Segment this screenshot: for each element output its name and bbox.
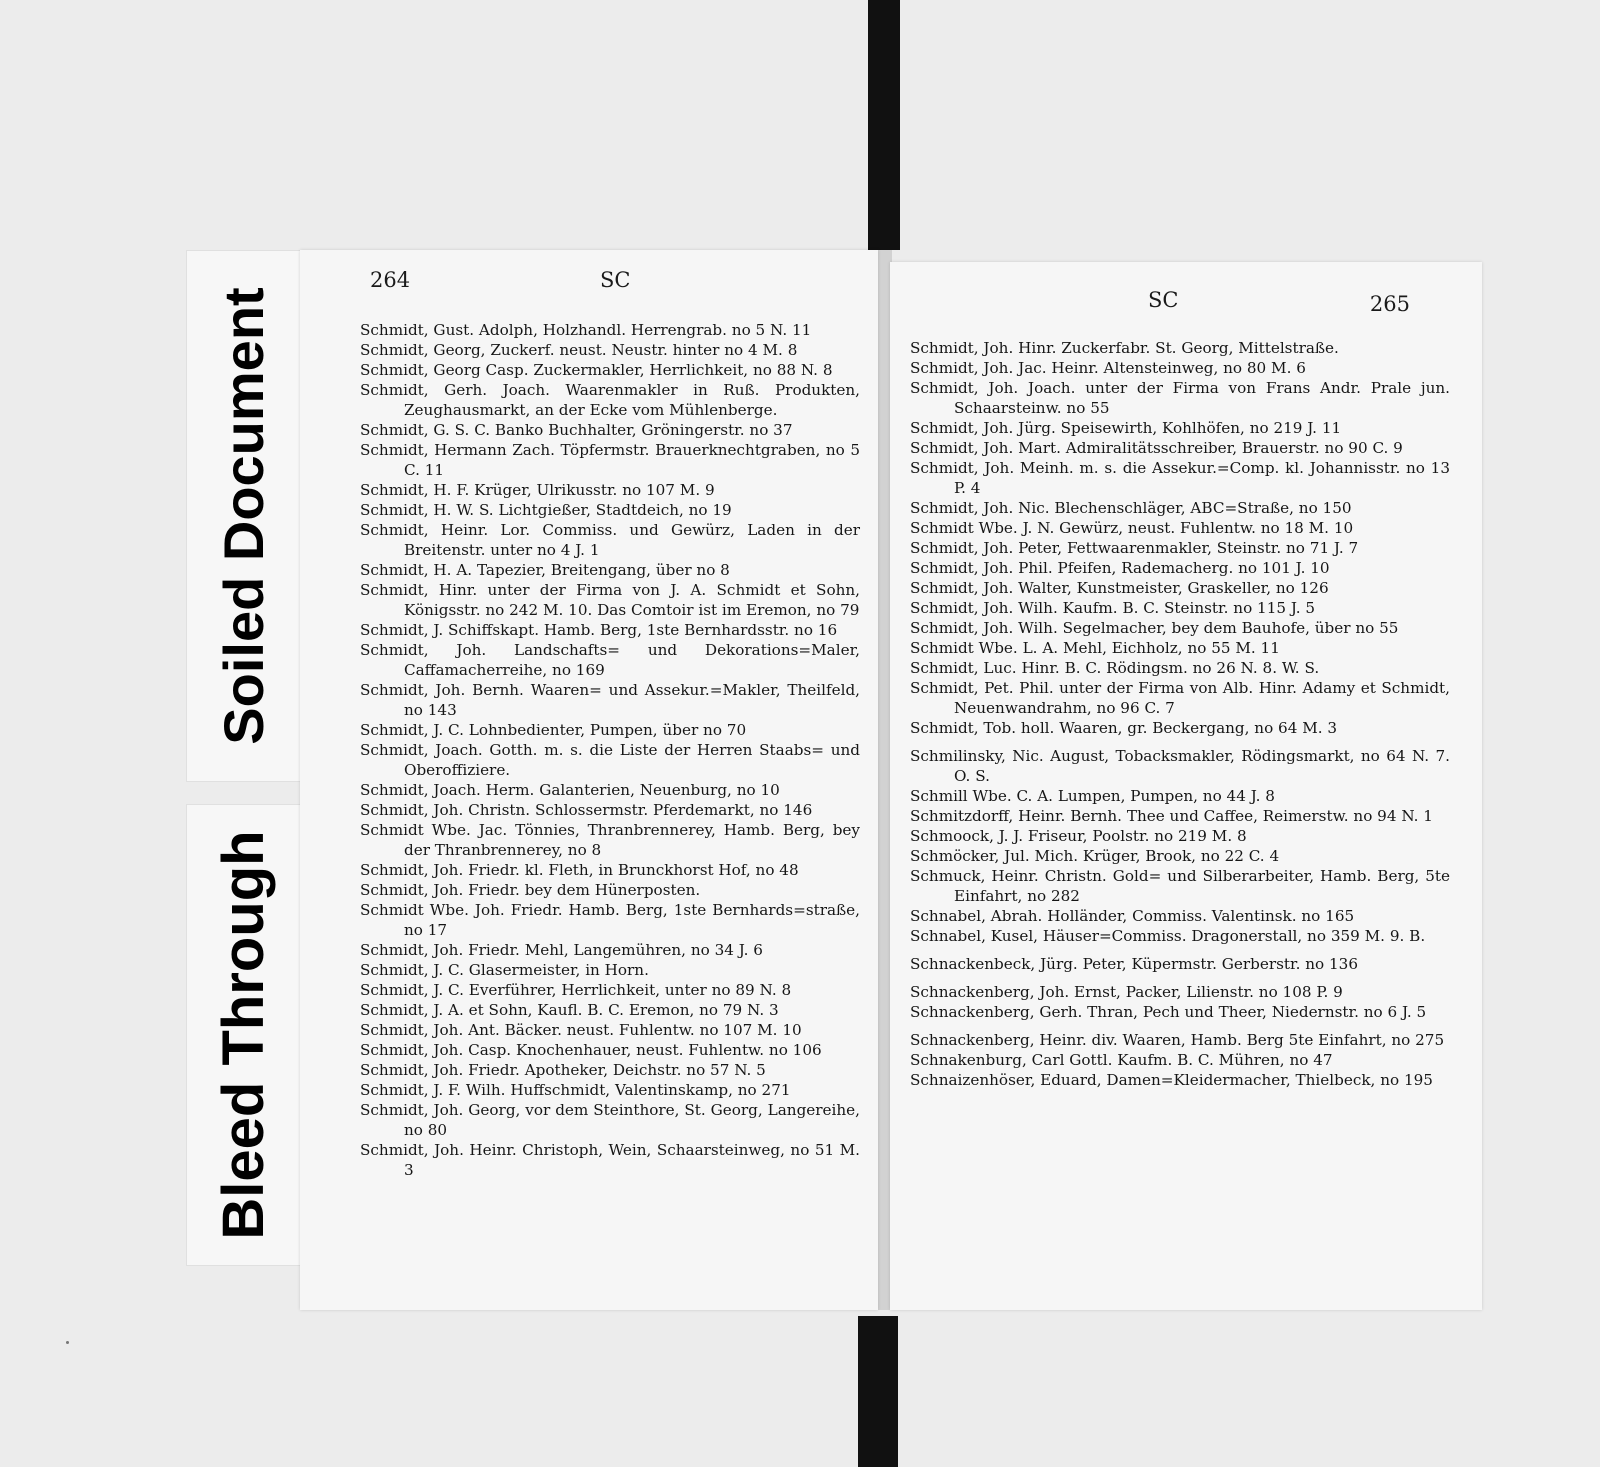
section-header-left: SC: [600, 268, 631, 292]
directory-entry: Schmidt, Joh. Georg, vor dem Steinthore, St. Georg, Langereihe, no 80: [360, 1101, 860, 1139]
directory-entry: Schmidt, Joh. Friedr. bey dem Hünerposten.: [360, 881, 701, 899]
directory-entry: Schmidt, Joh. Hinr. Zuckerfabr. St. Georg, Mittelstraße.: [910, 339, 1339, 357]
directory-entry: Schmidt, Joh. Jac. Heinr. Altensteinweg, no 80 M. 6: [910, 359, 1306, 377]
directory-entry: Schmidt, Joh. Ant. Bäcker. neust. Fuhlentw. no 107 M. 10: [360, 1021, 802, 1039]
directory-entry: Schmidt, H. W. S. Lichtgießer, Stadtdeich, no 19: [360, 501, 732, 519]
directory-entry: Schmidt, Joh. Bernh. Waaren= und Assekur.=Makler, Theilfeld, no 143: [360, 681, 860, 719]
page-number-right: 265: [1369, 292, 1410, 316]
directory-entry: Schmidt, Georg, Zuckerf. neust. Neustr. hinter no 4 M. 8: [360, 341, 798, 359]
section-header-right: SC: [1148, 288, 1179, 312]
directory-entry: Schnackenbeck, Jürg. Peter, Küpermstr. Gerberstr. no 136: [910, 955, 1358, 973]
directory-entry: Schnabel, Kusel, Häuser=Commiss. Dragonerstall, no 359 M. 9. B.: [910, 927, 1426, 945]
directory-entry: Schmidt, Joh. Phil. Pfeifen, Rademacherg. no 101 J. 10: [910, 559, 1330, 577]
directory-entry: Schmidt Wbe. J. N. Gewürz, neust. Fuhlentw. no 18 M. 10: [910, 519, 1354, 537]
directory-entry: Schmidt, Joh. Wilh. Segelmacher, bey dem Bauhofe, über no 55: [910, 619, 1399, 637]
directory-entry: Schmidt, Joach. Gotth. m. s. die Liste der Herren Staabs= und Oberoffiziere.: [360, 741, 860, 779]
directory-entry: Schmuck, Heinr. Christn. Gold= und Silberarbeiter, Hamb. Berg, 5te Einfahrt, no 282: [910, 867, 1450, 905]
directory-entry: Schmidt, J. C. Everführer, Herrlichkeit, unter no 89 N. 8: [360, 981, 792, 999]
directory-entry: Schnackenberg, Heinr. div. Waaren, Hamb. Berg 5te Einfahrt, no 275: [910, 1031, 1445, 1049]
directory-entry: Schmidt, J. C. Glasermeister, in Horn.: [360, 961, 649, 979]
directory-entry: Schnaizenhöser, Eduard, Damen=Kleidermacher, Thielbeck, no 195: [910, 1071, 1433, 1089]
directory-entries-right: [910, 338, 1450, 1090]
directory-entry: Schmidt, Hinr. unter der Firma von J. A. Schmidt et Sohn, Königsstr. no 242 M. 10. Das Comtoir ist im Eremon, no 79: [360, 581, 860, 619]
soiled-document-text: Soiled Document: [212, 287, 275, 745]
directory-entry: Schmidt, Georg Casp. Zuckermakler, Herrlichkeit, no 88 N. 8: [360, 361, 833, 379]
directory-entry: Schmidt, Joh. Landschafts= und Dekorations=Maler, Caffamacherreihe, no 169: [360, 641, 860, 679]
directory-entry: Schmidt Wbe. Jac. Tönnies, Thranbrennerey, Hamb. Berg, bey der Thranbrennerey, no 8: [360, 821, 860, 859]
directory-entry: Schmidt, Joach. Herm. Galanterien, Neuenburg, no 10: [360, 781, 780, 799]
directory-entry: Schmidt, H. F. Krüger, Ulrikusstr. no 107 M. 9: [360, 481, 715, 499]
directory-entry: Schmidt, Tob. holl. Waaren, gr. Beckergang, no 64 M. 3: [910, 719, 1338, 737]
directory-entry: Schmidt, Joh. Friedr. Mehl, Langemühren, no 34 J. 6: [360, 941, 763, 959]
page-number-left: 264: [370, 268, 411, 292]
directory-entry: Schnackenberg, Joh. Ernst, Packer, Lilienstr. no 108 P. 9: [910, 983, 1343, 1001]
directory-entry: Schmoock, J. J. Friseur, Poolstr. no 219 M. 8: [910, 827, 1247, 845]
directory-entry: Schmidt Wbe. Joh. Friedr. Hamb. Berg, 1ste Bernhards=straße, no 17: [360, 901, 860, 939]
directory-entry: Schmidt, Gerh. Joach. Waarenmakler in Ruß. Produkten, Zeughausmarkt, an der Ecke vom Mühlenberge.: [360, 381, 860, 419]
directory-entry: Schmidt, Joh. Meinh. m. s. die Assekur.=Comp. kl. Johannisstr. no 13 P. 4: [910, 459, 1450, 497]
directory-entry: Schmidt, Hermann Zach. Töpfermstr. Brauerknechtgraben, no 5 C. 11: [360, 441, 860, 479]
directory-entry: Schmilinsky, Nic. August, Tobacksmakler, Rödingsmarkt, no 64 N. 7. O. S.: [910, 747, 1450, 785]
directory-entry: Schmidt, J. F. Wilh. Huffschmidt, Valentinskamp, no 271: [360, 1081, 791, 1099]
directory-entry: Schmill Wbe. C. A. Lumpen, Pumpen, no 44 J. 8: [910, 787, 1275, 805]
directory-entry: Schmidt, Joh. Wilh. Kaufm. B. C. Steinstr. no 115 J. 5: [910, 599, 1316, 617]
directory-entry: Schmidt, Joh. Jürg. Speisewirth, Kohlhöfen, no 219 J. 11: [910, 419, 1342, 437]
directory-entry: Schmidt, Joh. Joach. unter der Firma von Frans Andr. Prale jun. Schaarsteinw. no 55: [910, 379, 1450, 417]
directory-entry: Schmidt, Gust. Adolph, Holzhandl. Herrengrab. no 5 N. 11: [360, 321, 812, 339]
directory-entry: Schmidt Wbe. L. A. Mehl, Eichholz, no 55 M. 11: [910, 639, 1280, 657]
directory-entry: Schmidt, Joh. Friedr. Apotheker, Deichstr. no 57 N. 5: [360, 1061, 766, 1079]
binder-clip-bottom: [858, 1316, 898, 1467]
left-page: [300, 250, 878, 1310]
directory-entry: Schmöcker, Jul. Mich. Krüger, Brook, no 22 C. 4: [910, 847, 1280, 865]
directory-entry: Schmidt, Joh. Nic. Blechenschläger, ABC=Straße, no 150: [910, 499, 1352, 517]
speck: [66, 1341, 69, 1344]
bleed-through-text: Bleed Through: [211, 830, 276, 1240]
directory-entry: Schmidt, Luc. Hinr. B. C. Rödingsm. no 26 N. 8. W. S.: [910, 659, 1320, 677]
directory-entry: Schmidt, J. A. et Sohn, Kaufl. B. C. Eremon, no 79 N. 3: [360, 1001, 779, 1019]
directory-entry: Schmidt, J. C. Lohnbedienter, Pumpen, über no 70: [360, 721, 747, 739]
directory-entry: Schmidt, Pet. Phil. unter der Firma von Alb. Hinr. Adamy et Schmidt, Neuenwandrahm, no 96 C. 7: [910, 679, 1450, 717]
directory-entries-left: [360, 320, 860, 1180]
directory-entry: Schnakenburg, Carl Gottl. Kaufm. B. C. Mühren, no 47: [910, 1051, 1333, 1069]
directory-entry: Schmidt, J. Schiffskapt. Hamb. Berg, 1ste Bernhardsstr. no 16: [360, 621, 838, 639]
directory-entry: Schmidt, Joh. Friedr. kl. Fleth, in Brunckhorst Hof, no 48: [360, 861, 799, 879]
directory-entry: Schmidt, H. A. Tapezier, Breitengang, über no 8: [360, 561, 730, 579]
directory-entry: Schmidt, Joh. Heinr. Christoph, Wein, Schaarsteinweg, no 51 M. 3: [360, 1141, 860, 1179]
directory-entry: Schmidt, Heinr. Lor. Commiss. und Gewürz, Laden in der Breitenstr. unter no 4 J. 1: [360, 521, 860, 559]
soiled-document-label: [186, 250, 302, 782]
directory-entry: Schnackenberg, Gerh. Thran, Pech und Theer, Niedernstr. no 6 J. 5: [910, 1003, 1427, 1021]
right-page: [890, 262, 1482, 1310]
binder-clip-top: [868, 0, 900, 250]
directory-entry: Schmidt, G. S. C. Banko Buchhalter, Gröningerstr. no 37: [360, 421, 793, 439]
directory-entry: Schmitzdorff, Heinr. Bernh. Thee und Caffee, Reimerstw. no 94 N. 1: [910, 807, 1433, 825]
directory-entry: Schnabel, Abrah. Holländer, Commiss. Valentinsk. no 165: [910, 907, 1355, 925]
directory-entry: Schmidt, Joh. Christn. Schlossermstr. Pferdemarkt, no 146: [360, 801, 813, 819]
directory-entry: Schmidt, Joh. Walter, Kunstmeister, Graskeller, no 126: [910, 579, 1329, 597]
directory-entry: Schmidt, Joh. Mart. Admiralitätsschreiber, Brauerstr. no 90 C. 9: [910, 439, 1403, 457]
directory-entry: Schmidt, Joh. Casp. Knochenhauer, neust. Fuhlentw. no 106: [360, 1041, 822, 1059]
directory-entry: Schmidt, Joh. Peter, Fettwaarenmakler, Steinstr. no 71 J. 7: [910, 539, 1359, 557]
bleed-through-label: [186, 804, 302, 1266]
